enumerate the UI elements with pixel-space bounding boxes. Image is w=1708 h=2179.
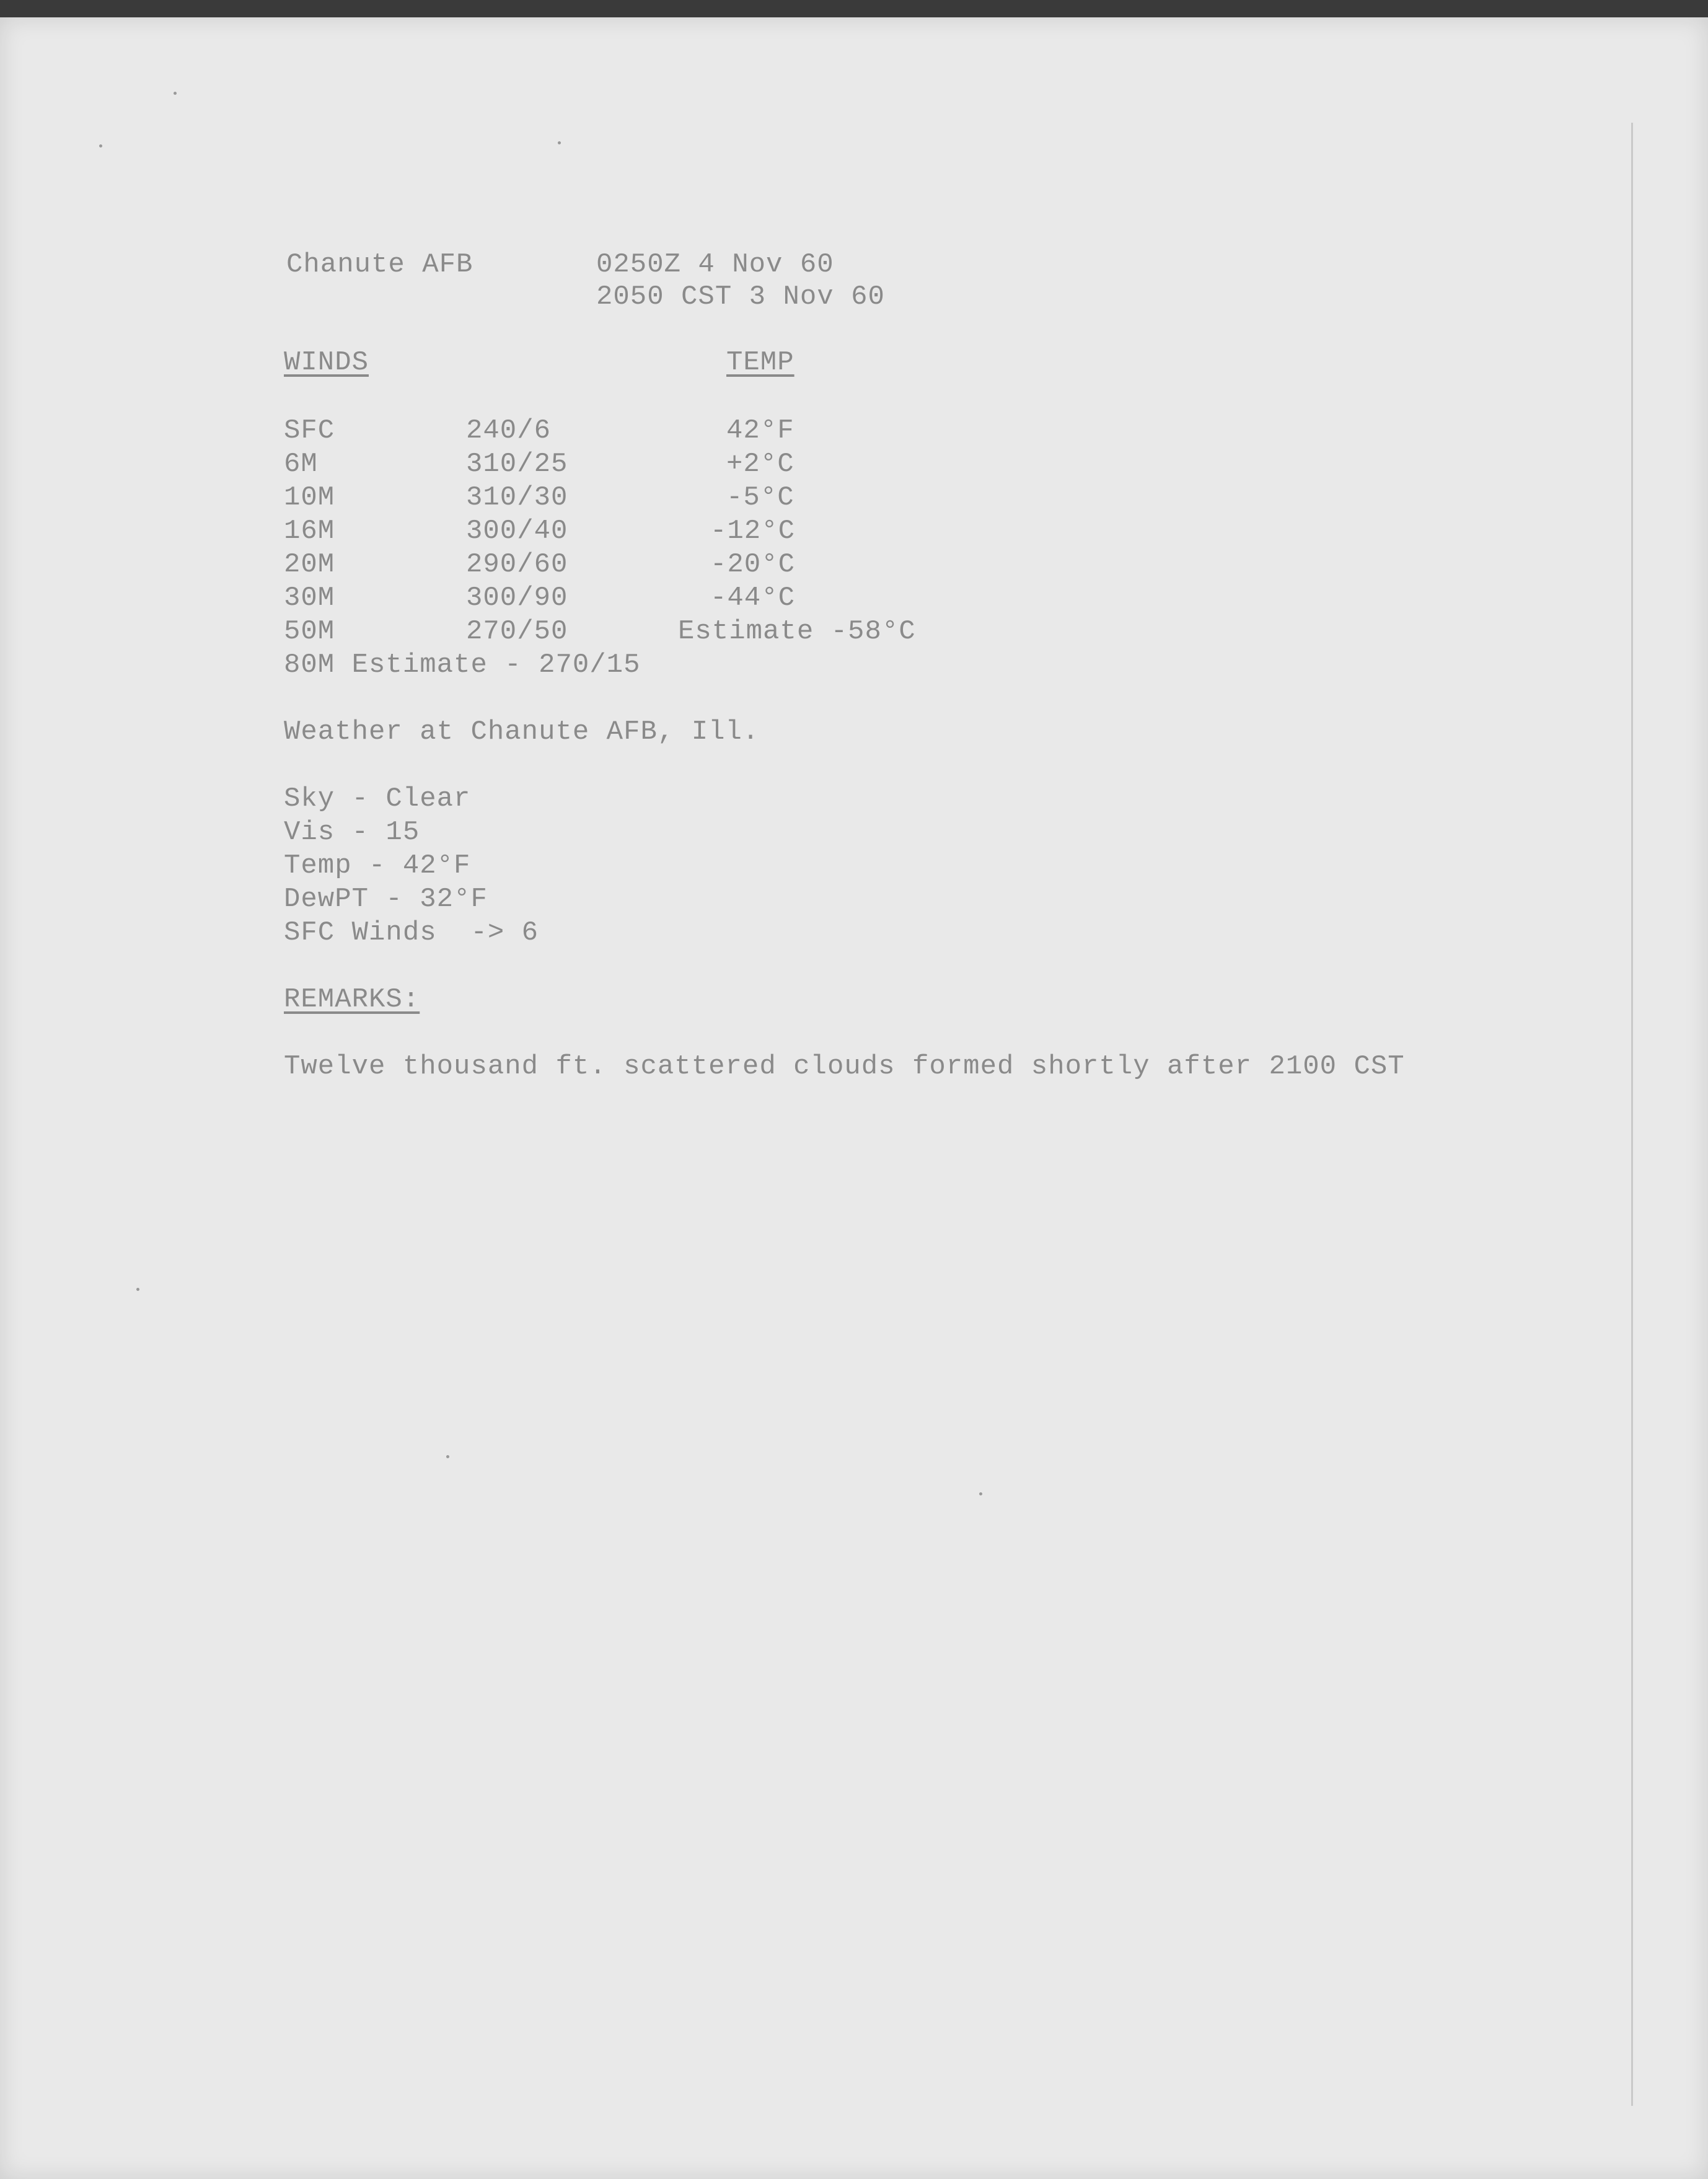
scan-speck	[174, 92, 177, 95]
time-cst: 2050 CST 3 Nov 60	[596, 281, 885, 312]
row-temp: +2°C	[726, 449, 795, 480]
row-temp: -12°C	[710, 516, 796, 547]
remarks-text: Twelve thousand ft. scattered clouds formed shortly after 2100 CST	[284, 1051, 1405, 1082]
row-wind: 310/25	[466, 449, 568, 480]
weather-line: Vis - 15	[284, 817, 420, 848]
scan-speck	[446, 1455, 449, 1458]
row-level: 10M	[284, 482, 335, 513]
station-name: Chanute AFB	[286, 249, 473, 280]
scan-speck	[136, 1288, 139, 1291]
row-level: 16M	[284, 516, 335, 547]
row-wind: 290/60	[466, 549, 568, 580]
row-level: 6M	[284, 449, 318, 480]
row-wind: 240/6	[466, 415, 552, 446]
temp-heading: TEMP	[726, 347, 795, 378]
scan-speck	[558, 141, 561, 144]
document-page	[0, 17, 1708, 2179]
time-zulu: 0250Z 4 Nov 60	[596, 249, 834, 280]
row-temp: -20°C	[710, 549, 796, 580]
row-level: SFC	[284, 415, 335, 446]
weather-line: Temp - 42°F	[284, 850, 471, 881]
weather-line: DewPT - 32°F	[284, 884, 488, 915]
weather-line: Sky - Clear	[284, 783, 471, 814]
row-temp: -44°C	[710, 583, 796, 614]
weather-line: SFC Winds -> 6	[284, 917, 539, 948]
row-wind: 300/90	[466, 583, 568, 614]
row-level: 50M	[284, 616, 335, 647]
row-temp: Estimate -58°C	[678, 616, 916, 647]
row-wind: 270/50	[466, 616, 568, 647]
row-wind: 310/30	[466, 482, 568, 513]
row-level: 30M	[284, 583, 335, 614]
page-edge-line	[1631, 123, 1633, 2106]
row-wind: 300/40	[466, 516, 568, 547]
row-level: 20M	[284, 549, 335, 580]
estimate-line: 80M Estimate - 270/15	[284, 649, 641, 680]
row-temp: -5°C	[726, 482, 795, 513]
row-temp: 42°F	[726, 415, 795, 446]
winds-heading: WINDS	[284, 347, 369, 378]
scan-speck	[99, 144, 102, 147]
weather-title: Weather at Chanute AFB, Ill.	[284, 716, 760, 747]
scan-speck	[979, 1492, 982, 1495]
remarks-heading: REMARKS:	[284, 984, 420, 1015]
scan-top-border	[0, 0, 1708, 17]
